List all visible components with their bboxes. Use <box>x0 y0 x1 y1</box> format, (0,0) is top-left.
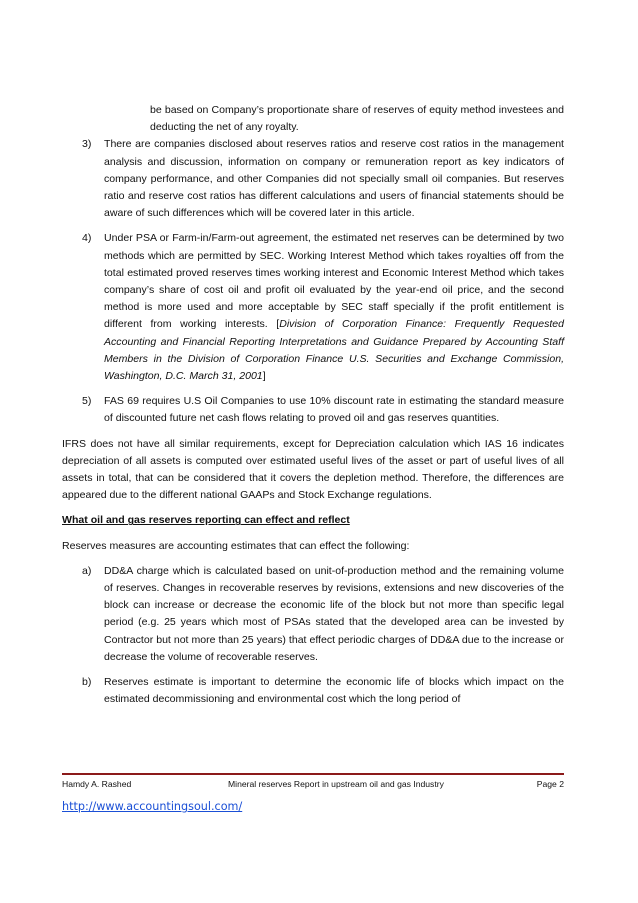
list-item-text: Reserves estimate is important to determine the economic life of blocks which impact on the estimated decommissioning and environmental cost which the long period of <box>104 676 564 706</box>
section-heading: What oil and gas reserves reporting can effect and reflect <box>62 514 350 527</box>
list-item <box>62 230 564 385</box>
list-item-text <box>102 230 564 385</box>
footer-divider <box>62 773 564 775</box>
list-item <box>62 674 564 708</box>
footer-document-title: Mineral reserves Report in upstream oil and gas Industry <box>228 779 444 789</box>
footer-author: Hamdy A. Rashed <box>62 779 132 789</box>
section-lead: Reserves measures are accounting estimates that can effect the following: <box>62 539 410 552</box>
footer-page-number: Page 2 <box>536 779 564 789</box>
list-item-text: DD&A charge which is calculated based on unit-of-production method and the remaining volume of reserves. Changes in recoverable reserves by revisions, extensions and new discoveries of the block can increase or decrease the economic life of the block but not more than specific legal period (e.g. 25 years which most of PSAs stated that the developed area can be invested by Contractor but not more than 25 years) that effect periodic charges of DD&A due to the increase or decrease the volume of recoverable reserves. <box>104 564 564 663</box>
list-number: 4) <box>82 232 92 245</box>
list-letter: a) <box>82 564 92 577</box>
list-number: 3) <box>82 138 92 151</box>
page-body <box>62 102 564 717</box>
list-item <box>62 136 564 222</box>
list-number: 5) <box>82 395 92 408</box>
citation: Division of Corporation Finance: Frequently Requested Accounting and Financial Reporting Interpretations and Guidance Prepared by Accounting Staff Members in the Division of Corporation Finance U.S. Securities and Exchange Commission, Washington, D.C. March 31, 2001 <box>104 318 565 383</box>
list-item-text: FAS 69 requires U.S Oil Companies to use 10% discount rate in estimating the standard measure of discounted future net cash flows relating to proved oil and gas reserves quantities. <box>104 395 564 425</box>
list-letter: b) <box>82 676 92 689</box>
citation-close: ] <box>262 370 266 383</box>
list-item-text: There are companies disclosed about reserves ratios and reserve cost ratios in the management analysis and discussion, information on company or remuneration report as key indicators of company performance, and other Companies did not specially small oil companies. But reserves ratio and reserve cost ratios has different calculations and users of financial statements should be aware of such differences which will be covered later in this article. <box>104 138 564 220</box>
list-item <box>62 563 564 666</box>
ifrs-paragraph: IFRS does not have all similar requirements, except for Depreciation calculation which IAS 16 indicates depreciation of all assets is computed over estimated useful lives of the asset or part of useful lives of all assets in total, that can be considered that it covers the depletion method. Therefore, the differences are appeared due to the different national GAAPs and Stock Exchange regulations. <box>62 437 564 502</box>
list-item <box>62 393 564 427</box>
continuation-paragraph: be based on Company’s proportionate share of reserves of equity method investees and deducting the net of any royalty. <box>150 104 564 134</box>
website-link[interactable]: http://www.accountingsoul.com/ <box>62 800 243 813</box>
list-item-body: Under PSA or Farm-in/Farm-out agreement, the estimated net reserves can be determined by two methods which are permitted by SEC. Working Interest Method which takes royalties off from the total estimated proved reserves times working interest and Economic Interest Method which takes company’s share of cost oil and profit oil evaluated by the year-end oil price, and the second method is more used and more acceptable by SEC staff specially if the profit entitlement is different from working interests. [ <box>104 232 564 331</box>
